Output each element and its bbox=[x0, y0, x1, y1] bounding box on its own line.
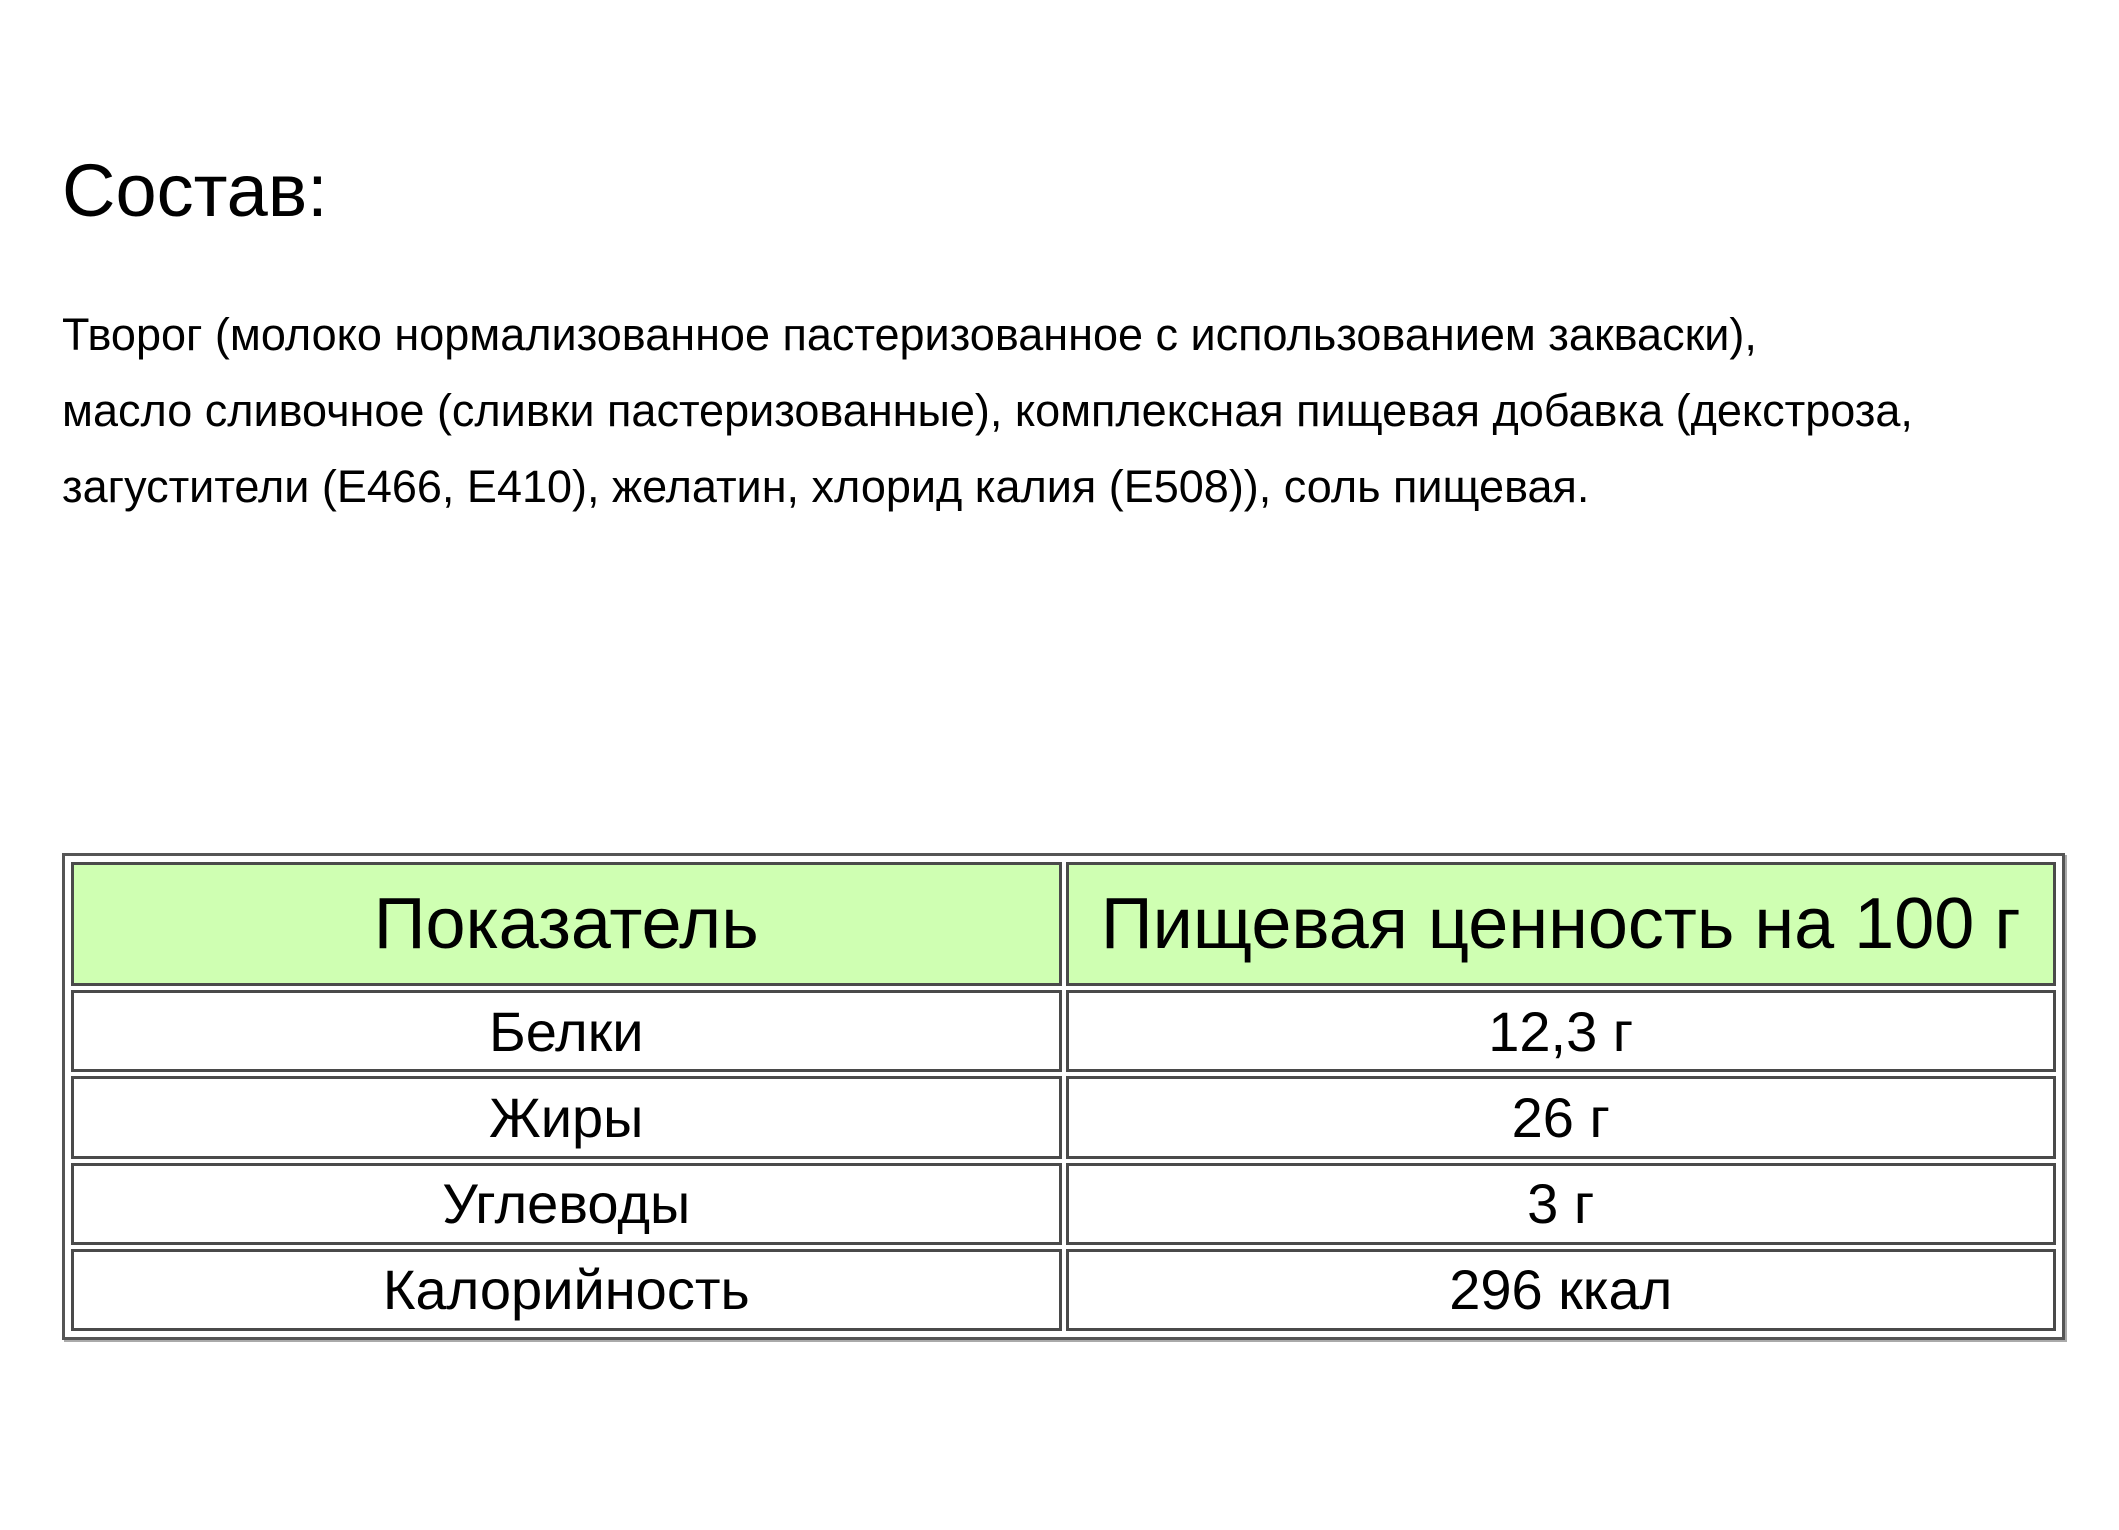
row-value: 12,3 г bbox=[1066, 990, 2057, 1072]
row-value: 26 г bbox=[1066, 1076, 2057, 1158]
row-indicator: Калорийность bbox=[71, 1249, 1062, 1331]
row-indicator: Жиры bbox=[71, 1076, 1062, 1158]
table-row bbox=[71, 1249, 2056, 1331]
table-row bbox=[71, 990, 2056, 1072]
table-row bbox=[71, 1076, 2056, 1158]
nutrition-table-frame bbox=[62, 853, 2065, 1340]
composition-line: масло сливочное (сливки пастеризованные), комплексная пищевая добавка (декстроза, bbox=[62, 385, 1913, 436]
composition-line: загустители (Е466, Е410), желатин, хлорид калия (Е508)), соль пищевая. bbox=[62, 461, 1590, 512]
header-nutrition-value: Пищевая ценность на 100 г bbox=[1066, 862, 2057, 986]
composition-heading: Состав: bbox=[62, 149, 328, 232]
table-row bbox=[71, 1163, 2056, 1245]
row-indicator: Углеводы bbox=[71, 1163, 1062, 1245]
header-indicator: Показатель bbox=[71, 862, 1062, 986]
row-indicator: Белки bbox=[71, 990, 1062, 1072]
row-value: 3 г bbox=[1066, 1163, 2057, 1245]
table-header-row bbox=[71, 862, 2056, 986]
composition-text bbox=[62, 297, 2102, 525]
row-value: 296 ккал bbox=[1066, 1249, 2057, 1331]
nutrition-table bbox=[67, 858, 2060, 1335]
composition-line: Творог (молоко нормализованное пастеризованное с использованием закваски), bbox=[62, 309, 1757, 360]
